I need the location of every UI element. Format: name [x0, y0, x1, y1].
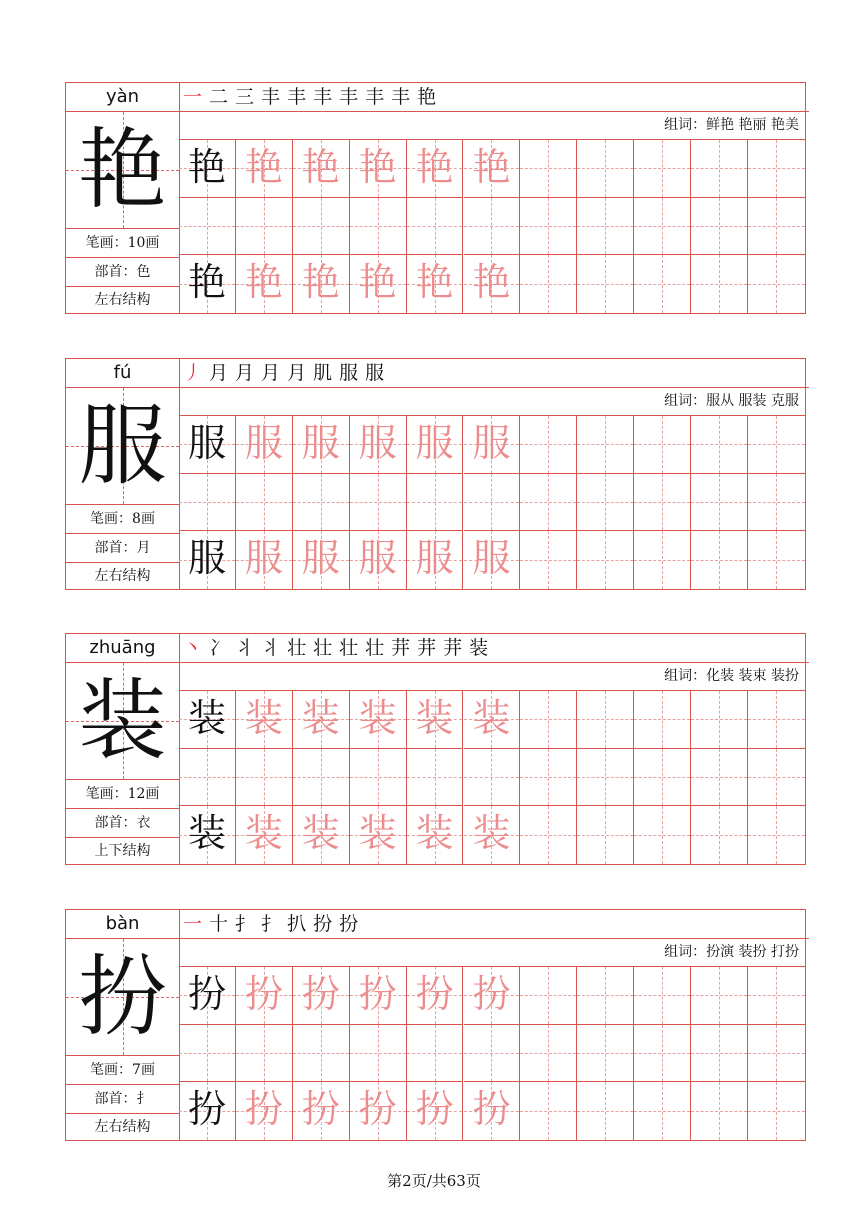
- trace-character: 艳: [472, 145, 511, 189]
- character-block: [65, 358, 805, 590]
- practice-cell[interactable]: [577, 198, 634, 256]
- practice-cell[interactable]: [350, 140, 407, 198]
- stroke-step: 丰: [313, 86, 334, 108]
- word-examples-label: 组词：化装 装束 装扮: [664, 668, 799, 684]
- practice-cell[interactable]: [293, 474, 350, 532]
- stroke-step: 丿: [183, 362, 204, 384]
- trace-character: 装: [301, 696, 340, 740]
- trace-character: 艳: [244, 145, 283, 189]
- stroke-count-label: 笔画：12画: [66, 780, 179, 809]
- practice-cell[interactable]: [464, 967, 521, 1025]
- stroke-step: 壮: [313, 637, 334, 659]
- practice-cell[interactable]: [748, 255, 805, 313]
- practice-cell[interactable]: [691, 140, 748, 198]
- practice-cell[interactable]: [634, 749, 691, 807]
- stroke-order-row: [179, 634, 809, 663]
- trace-character: 服: [415, 536, 454, 581]
- stroke-step: 月: [209, 362, 230, 384]
- stroke-step: 服: [365, 362, 386, 384]
- stroke-step: 扮: [339, 913, 360, 935]
- practice-cell[interactable]: [464, 198, 521, 256]
- practice-cell[interactable]: [407, 749, 464, 807]
- stroke-step: 壮: [287, 637, 308, 659]
- practice-cell[interactable]: [350, 967, 407, 1025]
- large-character-box: [66, 388, 179, 505]
- pinyin-label: yàn: [66, 83, 179, 112]
- trace-character: 艳: [358, 145, 397, 189]
- structure-label: 左右结构: [94, 568, 151, 584]
- stroke-order-row: [179, 83, 809, 112]
- practice-cell[interactable]: [464, 140, 521, 198]
- practice-cell[interactable]: [350, 416, 407, 474]
- practice-cell[interactable]: [464, 1025, 521, 1083]
- practice-cell[interactable]: [520, 198, 577, 256]
- trace-character: 服: [358, 421, 397, 465]
- word-examples-row: [179, 663, 805, 691]
- pinyin-label: fú: [66, 359, 179, 388]
- model-character: 装: [187, 696, 226, 740]
- practice-cell[interactable]: [293, 1082, 350, 1140]
- practice-cell[interactable]: [634, 1025, 691, 1083]
- practice-cell[interactable]: [691, 474, 748, 532]
- large-character-box: [66, 939, 179, 1056]
- stroke-step: 茾: [417, 637, 438, 659]
- trace-character: 艳: [244, 260, 283, 305]
- stroke-step: 丶: [183, 637, 204, 659]
- practice-cell[interactable]: [691, 967, 748, 1025]
- practice-cell[interactable]: [350, 1025, 407, 1083]
- practice-cell[interactable]: [634, 691, 691, 749]
- practice-cell[interactable]: [691, 416, 748, 474]
- model-character: 服: [187, 536, 226, 581]
- practice-cell[interactable]: [748, 691, 805, 749]
- page-footer: 第2页/共63页: [387, 1172, 481, 1190]
- practice-grid: [179, 416, 805, 589]
- model-character: 装: [187, 811, 226, 856]
- practice-cell[interactable]: [577, 1082, 634, 1140]
- practice-cell[interactable]: [407, 255, 464, 313]
- character-block: [65, 82, 805, 314]
- practice-cell[interactable]: [407, 691, 464, 749]
- practice-cell[interactable]: [634, 140, 691, 198]
- practice-cell[interactable]: [350, 749, 407, 807]
- practice-cell[interactable]: [407, 531, 464, 589]
- large-character: 艳: [78, 118, 167, 221]
- practice-cell[interactable]: [691, 1025, 748, 1083]
- practice-cell[interactable]: [634, 474, 691, 532]
- trace-character: 扮: [301, 972, 340, 1016]
- character-block: [65, 633, 805, 865]
- character-info-column: [65, 909, 180, 1141]
- practice-cell[interactable]: [179, 198, 236, 256]
- practice-grid: [179, 140, 805, 313]
- practice-cell[interactable]: [236, 474, 293, 532]
- trace-character: 装: [358, 696, 397, 740]
- practice-cell[interactable]: [748, 531, 805, 589]
- stroke-step: 扌: [235, 913, 256, 935]
- practice-cell[interactable]: [236, 806, 293, 864]
- practice-cell[interactable]: [407, 416, 464, 474]
- practice-cell[interactable]: [293, 749, 350, 807]
- practice-cell[interactable]: [179, 749, 236, 807]
- practice-cell[interactable]: [577, 806, 634, 864]
- stroke-step: 丰: [391, 86, 412, 108]
- practice-cell[interactable]: [236, 749, 293, 807]
- practice-cell[interactable]: [236, 531, 293, 589]
- trace-character: 扮: [415, 972, 454, 1016]
- stroke-order-row: [179, 910, 809, 939]
- practice-cell[interactable]: [179, 1082, 236, 1140]
- model-character: 艳: [187, 145, 226, 189]
- stroke-step: 冫: [209, 637, 230, 659]
- stroke-step: 丬: [235, 637, 256, 659]
- practice-cell[interactable]: [634, 531, 691, 589]
- practice-cell[interactable]: [350, 691, 407, 749]
- practice-cell[interactable]: [407, 140, 464, 198]
- character-block: [65, 909, 805, 1141]
- practice-cell[interactable]: [350, 531, 407, 589]
- practice-cell[interactable]: [520, 749, 577, 807]
- trace-character: 装: [244, 696, 283, 740]
- practice-cell[interactable]: [634, 255, 691, 313]
- practice-cell[interactable]: [293, 198, 350, 256]
- practice-cell[interactable]: [748, 967, 805, 1025]
- practice-cell[interactable]: [407, 967, 464, 1025]
- practice-cell[interactable]: [293, 255, 350, 313]
- trace-character: 服: [301, 536, 340, 581]
- practice-cell[interactable]: [464, 749, 521, 807]
- practice-cell[interactable]: [520, 967, 577, 1025]
- practice-cell[interactable]: [577, 474, 634, 532]
- practice-cell[interactable]: [236, 967, 293, 1025]
- practice-cell[interactable]: [293, 1025, 350, 1083]
- stroke-order-row: [179, 359, 809, 388]
- trace-character: 扮: [472, 972, 511, 1016]
- practice-cell[interactable]: [577, 416, 634, 474]
- practice-cell[interactable]: [691, 691, 748, 749]
- practice-cell[interactable]: [634, 416, 691, 474]
- practice-cell[interactable]: [350, 198, 407, 256]
- practice-cell[interactable]: [236, 140, 293, 198]
- practice-cell[interactable]: [293, 806, 350, 864]
- structure-label: 左右结构: [94, 292, 151, 308]
- practice-cell[interactable]: [520, 806, 577, 864]
- structure-label: 左右结构: [94, 1119, 151, 1135]
- trace-character: 服: [472, 421, 511, 465]
- practice-cell[interactable]: [350, 1082, 407, 1140]
- stroke-step: 一: [183, 913, 204, 935]
- trace-character: 扮: [301, 1087, 340, 1132]
- practice-cell[interactable]: [748, 749, 805, 807]
- practice-cell[interactable]: [350, 255, 407, 313]
- stroke-step: 丰: [287, 86, 308, 108]
- practice-cell[interactable]: [748, 1082, 805, 1140]
- practice-cell[interactable]: [407, 198, 464, 256]
- practice-cell[interactable]: [520, 691, 577, 749]
- practice-cell[interactable]: [464, 1082, 521, 1140]
- practice-grid: [179, 691, 805, 864]
- practice-cell[interactable]: [464, 691, 521, 749]
- stroke-step: 丰: [365, 86, 386, 108]
- practice-cell[interactable]: [293, 691, 350, 749]
- practice-cell[interactable]: [179, 255, 236, 313]
- practice-cell[interactable]: [293, 967, 350, 1025]
- practice-cell[interactable]: [748, 1025, 805, 1083]
- practice-cell[interactable]: [179, 474, 236, 532]
- practice-grid: [179, 967, 805, 1140]
- practice-cell[interactable]: [634, 806, 691, 864]
- model-character: 扮: [187, 972, 226, 1016]
- stroke-count-label: 笔画：7画: [66, 1056, 179, 1085]
- stroke-step: 茾: [443, 637, 464, 659]
- practice-cell[interactable]: [179, 967, 236, 1025]
- practice-cell[interactable]: [691, 198, 748, 256]
- practice-cell[interactable]: [179, 140, 236, 198]
- trace-character: 扮: [358, 972, 397, 1016]
- practice-cell[interactable]: [464, 255, 521, 313]
- trace-character: 艳: [415, 260, 454, 305]
- stroke-step: 月: [287, 362, 308, 384]
- practice-cell[interactable]: [293, 140, 350, 198]
- practice-cell[interactable]: [691, 806, 748, 864]
- trace-character: 艳: [472, 260, 511, 305]
- practice-cell[interactable]: [577, 531, 634, 589]
- practice-area: [179, 82, 806, 314]
- practice-cell[interactable]: [748, 198, 805, 256]
- stroke-step: 扒: [287, 913, 308, 935]
- stroke-count-label: 笔画：8画: [66, 505, 179, 534]
- character-info-column: [65, 82, 180, 314]
- practice-cell[interactable]: [464, 416, 521, 474]
- practice-cell[interactable]: [179, 691, 236, 749]
- practice-cell[interactable]: [350, 806, 407, 864]
- practice-cell[interactable]: [407, 1082, 464, 1140]
- practice-cell[interactable]: [236, 416, 293, 474]
- trace-character: 扮: [244, 1087, 283, 1132]
- trace-character: 扮: [358, 1087, 397, 1132]
- practice-cell[interactable]: [236, 255, 293, 313]
- practice-cell[interactable]: [520, 531, 577, 589]
- practice-cell[interactable]: [236, 198, 293, 256]
- trace-character: 艳: [301, 145, 340, 189]
- trace-character: 服: [244, 536, 283, 581]
- trace-character: 装: [301, 811, 340, 856]
- practice-cell[interactable]: [691, 255, 748, 313]
- practice-cell[interactable]: [748, 474, 805, 532]
- trace-character: 扮: [472, 1087, 511, 1132]
- word-examples-row: [179, 388, 805, 416]
- stroke-step: 二: [209, 86, 230, 108]
- trace-character: 装: [472, 696, 511, 740]
- large-character: 装: [78, 669, 167, 772]
- large-character: 服: [78, 394, 167, 497]
- practice-cell[interactable]: [293, 531, 350, 589]
- practice-cell[interactable]: [748, 416, 805, 474]
- radical-label: 部首：色: [66, 258, 179, 287]
- practice-cell[interactable]: [748, 806, 805, 864]
- practice-cell[interactable]: [577, 255, 634, 313]
- large-character: 扮: [78, 945, 167, 1048]
- trace-character: 装: [415, 696, 454, 740]
- stroke-step: 一: [183, 86, 204, 108]
- stroke-step: 茾: [391, 637, 412, 659]
- practice-cell[interactable]: [464, 531, 521, 589]
- practice-cell[interactable]: [577, 1025, 634, 1083]
- trace-character: 服: [301, 421, 340, 465]
- practice-cell[interactable]: [350, 474, 407, 532]
- practice-cell[interactable]: [520, 474, 577, 532]
- trace-character: 服: [244, 421, 283, 465]
- radical-label: 部首：月: [66, 534, 179, 563]
- model-character: 服: [187, 421, 226, 465]
- practice-cell[interactable]: [577, 140, 634, 198]
- trace-character: 艳: [358, 260, 397, 305]
- practice-cell[interactable]: [577, 967, 634, 1025]
- stroke-step: 装: [469, 637, 490, 659]
- character-info-column: [65, 358, 180, 590]
- stroke-step: 肌: [313, 362, 334, 384]
- trace-character: 服: [415, 421, 454, 465]
- character-info-column: [65, 633, 180, 865]
- radical-label: 部首：扌: [66, 1085, 179, 1114]
- practice-cell[interactable]: [748, 140, 805, 198]
- practice-cell[interactable]: [236, 1025, 293, 1083]
- practice-cell[interactable]: [179, 1025, 236, 1083]
- trace-character: 艳: [301, 260, 340, 305]
- stroke-step: 扌: [261, 913, 282, 935]
- practice-cell[interactable]: [691, 749, 748, 807]
- stroke-count-label: 笔画：10画: [66, 229, 179, 258]
- stroke-step: 丰: [261, 86, 282, 108]
- stroke-step: 服: [339, 362, 360, 384]
- large-character-box: [66, 112, 179, 229]
- practice-cell[interactable]: [464, 806, 521, 864]
- structure-label: 上下结构: [94, 843, 151, 859]
- practice-area: [179, 358, 806, 590]
- practice-cell[interactable]: [520, 255, 577, 313]
- practice-cell[interactable]: [520, 1082, 577, 1140]
- pinyin-label: bàn: [66, 910, 179, 939]
- word-examples-label: 组词：鲜艳 艳丽 艳美: [664, 117, 799, 133]
- practice-cell[interactable]: [691, 531, 748, 589]
- practice-cell[interactable]: [179, 416, 236, 474]
- trace-character: 扮: [415, 1087, 454, 1132]
- trace-character: 扮: [244, 972, 283, 1016]
- practice-cell[interactable]: [179, 531, 236, 589]
- model-character: 艳: [187, 260, 226, 305]
- practice-cell[interactable]: [407, 806, 464, 864]
- practice-cell[interactable]: [634, 1082, 691, 1140]
- practice-cell[interactable]: [407, 474, 464, 532]
- stroke-step: 三: [235, 86, 256, 108]
- word-examples-row: [179, 112, 805, 140]
- practice-cell[interactable]: [634, 967, 691, 1025]
- practice-cell[interactable]: [520, 1025, 577, 1083]
- trace-character: 装: [415, 811, 454, 856]
- stroke-step: 扮: [313, 913, 334, 935]
- practice-cell[interactable]: [520, 140, 577, 198]
- practice-cell[interactable]: [179, 806, 236, 864]
- trace-character: 装: [358, 811, 397, 856]
- stroke-step: 壮: [365, 637, 386, 659]
- trace-character: 装: [244, 811, 283, 856]
- word-examples-label: 组词：服从 服装 克服: [664, 393, 799, 409]
- stroke-step: 月: [261, 362, 282, 384]
- stroke-step: 丬: [261, 637, 282, 659]
- trace-character: 装: [472, 811, 511, 856]
- practice-area: [179, 633, 806, 865]
- practice-cell[interactable]: [520, 416, 577, 474]
- practice-cell[interactable]: [236, 691, 293, 749]
- practice-cell[interactable]: [407, 1025, 464, 1083]
- practice-cell[interactable]: [691, 1082, 748, 1140]
- stroke-step: 十: [209, 913, 230, 935]
- practice-area: [179, 909, 806, 1141]
- practice-cell[interactable]: [577, 749, 634, 807]
- stroke-step: 壮: [339, 637, 360, 659]
- practice-cell[interactable]: [464, 474, 521, 532]
- stroke-step: 丰: [339, 86, 360, 108]
- pinyin-label: zhuāng: [66, 634, 179, 663]
- radical-label: 部首：衣: [66, 809, 179, 838]
- practice-cell[interactable]: [634, 198, 691, 256]
- word-examples-label: 组词：扮演 装扮 打扮: [664, 944, 799, 960]
- stroke-step: 艳: [417, 86, 438, 108]
- word-examples-row: [179, 939, 805, 967]
- trace-character: 艳: [415, 145, 454, 189]
- practice-cell[interactable]: [577, 691, 634, 749]
- model-character: 扮: [187, 1087, 226, 1132]
- large-character-box: [66, 663, 179, 780]
- trace-character: 服: [358, 536, 397, 581]
- trace-character: 服: [472, 536, 511, 581]
- stroke-step: 月: [235, 362, 256, 384]
- practice-cell[interactable]: [293, 416, 350, 474]
- practice-cell[interactable]: [236, 1082, 293, 1140]
